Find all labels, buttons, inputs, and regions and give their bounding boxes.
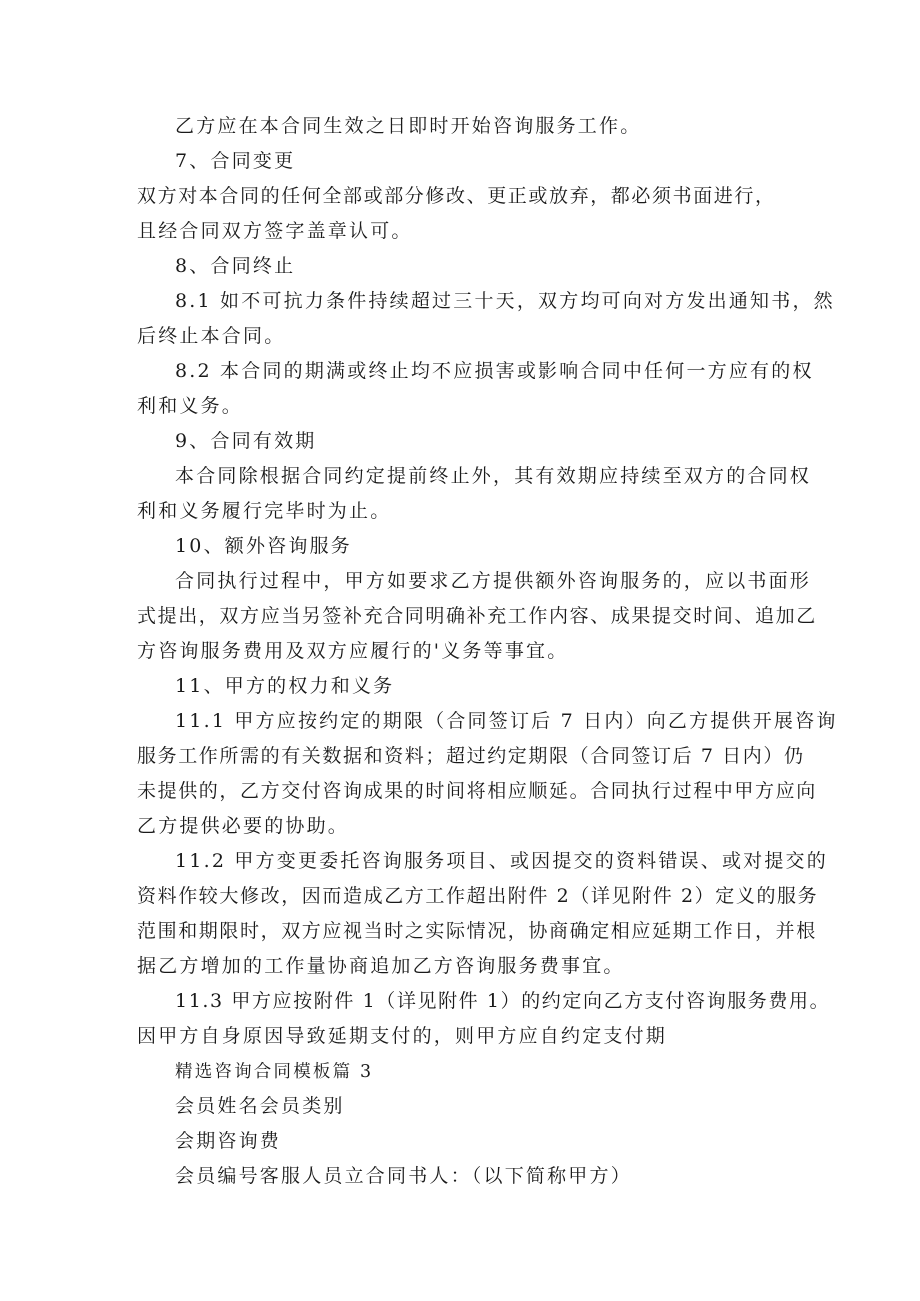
body-paragraph: 服务工作所需的有关数据和资料；超过约定期限（合同签订后 7 日内）仍 [137, 745, 805, 767]
body-paragraph: 利和义务履行完毕时为止。 [137, 500, 392, 522]
form-field-line: 会员姓名会员类别 [175, 1095, 345, 1117]
clause-paragraph: 11.1 甲方应按约定的期限（合同签订后 7 日内）向乙方提供开展咨询 [175, 710, 838, 732]
body-paragraph: 式提出，双方应当另签补充合同明确补充工作内容、成果提交时间、追加乙 [137, 605, 817, 627]
body-paragraph: 据乙方增加的工作量协商追加乙方咨询服务费事宜。 [137, 955, 625, 977]
section-title: 精选咨询合同模板篇 3 [175, 1062, 374, 1082]
form-field-line: 会期咨询费 [175, 1130, 282, 1152]
section-heading: 7、合同变更 [175, 150, 296, 172]
body-paragraph: 且经合同双方签字盖章认可。 [137, 220, 413, 242]
section-heading: 8、合同终止 [175, 255, 296, 277]
form-field-line: 会员编号客服人员立合同书人：（以下简称甲方） [175, 1165, 632, 1187]
clause-paragraph: 8.2 本合同的期满或终止均不应损害或影响合同中任何一方应有的权 [175, 360, 814, 382]
section-heading: 10、额外咨询服务 [175, 535, 352, 557]
body-paragraph: 乙方应在本合同生效之日即时开始咨询服务工作。 [175, 115, 642, 137]
clause-paragraph: 11.2 甲方变更委托咨询服务项目、或因提交的资料错误、或对提交的 [175, 850, 828, 872]
body-paragraph: 双方对本合同的任何全部或部分修改、更正或放弃，都必须书面进行， [137, 185, 776, 207]
section-heading: 9、合同有效期 [175, 430, 317, 452]
section-heading: 11、甲方的权力和义务 [175, 675, 395, 697]
clause-paragraph: 8.1 如不可抗力条件持续超过三十天，双方均可向对方发出通知书，然 [175, 290, 835, 312]
body-paragraph: 合同执行过程中，甲方如要求乙方提供额外咨询服务的，应以书面形 [175, 570, 812, 592]
body-paragraph: 范围和期限时，双方应视当时之实际情况，协商确定相应延期工作日，并根 [137, 920, 817, 942]
clause-paragraph: 11.3 甲方应按附件 1（详见附件 1）的约定向乙方支付咨询服务费用。 [175, 990, 831, 1012]
body-paragraph: 因甲方自身原因导致延期支付的，则甲方应自约定支付期 [137, 1025, 668, 1047]
body-paragraph: 利和义务。 [137, 395, 244, 417]
body-paragraph: 方咨询服务费用及双方应履行的'义务等事宜。 [137, 640, 569, 662]
body-paragraph: 未提供的，乙方交付咨询成果的时间将相应顺延。合同执行过程中甲方应向 [137, 780, 817, 802]
body-paragraph: 本合同除根据合同约定提前终止外，其有效期应持续至双方的合同权 [175, 465, 812, 487]
body-paragraph: 后终止本合同。 [137, 325, 286, 347]
body-paragraph: 资料作较大修改，因而造成乙方工作超出附件 2（详见附件 2）定义的服务 [137, 885, 819, 907]
body-paragraph: 乙方提供必要的协助。 [137, 815, 350, 837]
